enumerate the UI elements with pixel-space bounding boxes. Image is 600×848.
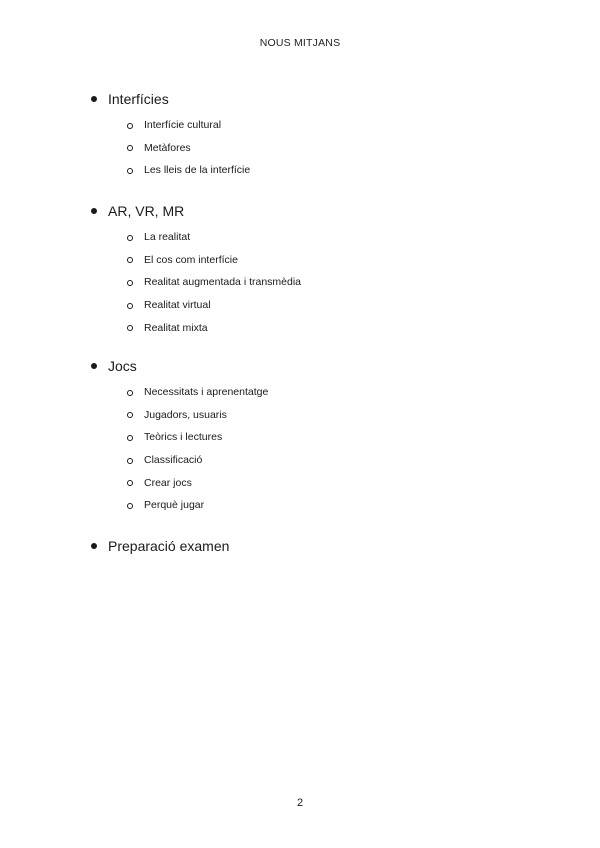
sub-list <box>0 114 600 182</box>
page-header: NOUS MITJANS <box>259 37 341 49</box>
list-item <box>0 249 600 272</box>
list-item-text: Realitat mixta <box>144 321 208 334</box>
section-ar-vr-mr <box>0 200 600 339</box>
list-item <box>0 381 600 404</box>
list-item-text: Jugadors, usuaris <box>144 408 227 421</box>
list-item <box>0 449 600 472</box>
list-item-text: Crear jocs <box>144 476 192 489</box>
list-item <box>0 404 600 427</box>
list-item <box>0 159 600 182</box>
list-item <box>0 472 600 495</box>
circle-bullet-icon <box>127 235 133 241</box>
circle-bullet-icon <box>127 280 133 286</box>
circle-bullet-icon <box>127 458 133 464</box>
section-jocs <box>0 355 600 517</box>
section-title <box>0 535 600 557</box>
section-title-text: Interfícies <box>108 91 169 107</box>
list-item <box>0 271 600 294</box>
circle-bullet-icon <box>127 168 133 174</box>
list-item-text: Realitat virtual <box>144 299 211 312</box>
circle-bullet-icon <box>127 257 133 263</box>
bullet-icon <box>91 543 97 549</box>
list-item <box>0 114 600 137</box>
circle-bullet-icon <box>127 390 133 396</box>
list-item-text: Metàfores <box>144 141 191 154</box>
list-item <box>0 426 600 449</box>
list-item-text: Realitat augmentada i transmèdia <box>144 276 302 289</box>
list-item-text: El cos com interfície <box>144 253 238 266</box>
list-item <box>0 137 600 160</box>
section-title <box>0 88 600 110</box>
section-title-text: Preparació examen <box>108 538 230 554</box>
list-item <box>0 226 600 249</box>
circle-bullet-icon <box>127 480 133 486</box>
bullet-icon <box>91 96 97 102</box>
bullet-icon <box>91 363 97 369</box>
circle-bullet-icon <box>127 503 133 509</box>
section-title-text: AR, VR, MR <box>108 203 185 219</box>
circle-bullet-icon <box>127 435 133 441</box>
list-item-text: La realitat <box>144 231 191 243</box>
section-interficies <box>0 88 600 182</box>
bullet-icon <box>91 208 97 214</box>
circle-bullet-icon <box>127 145 133 151</box>
list-item-text: Perquè jugar <box>144 499 205 512</box>
circle-bullet-icon <box>127 412 133 418</box>
section-preparacio-examen <box>0 535 600 557</box>
section-title-text: Jocs <box>108 358 137 374</box>
list-item-text: Classificació <box>144 454 203 467</box>
list-item <box>0 317 600 340</box>
list-item-text: Teòrics i lectures <box>144 431 223 444</box>
list-item-text: Necessitats i aprenentatge <box>144 386 269 398</box>
sub-list <box>0 226 600 339</box>
list-item <box>0 294 600 317</box>
list-item-text: Les lleis de la interfície <box>144 164 251 177</box>
page-number: 2 <box>296 797 304 809</box>
list-item-text: Interfície cultural <box>144 119 222 131</box>
section-title <box>0 200 600 222</box>
section-title <box>0 355 600 377</box>
circle-bullet-icon <box>127 303 133 309</box>
sub-list <box>0 381 600 517</box>
circle-bullet-icon <box>127 123 133 129</box>
circle-bullet-icon <box>127 325 133 331</box>
list-item <box>0 494 600 517</box>
